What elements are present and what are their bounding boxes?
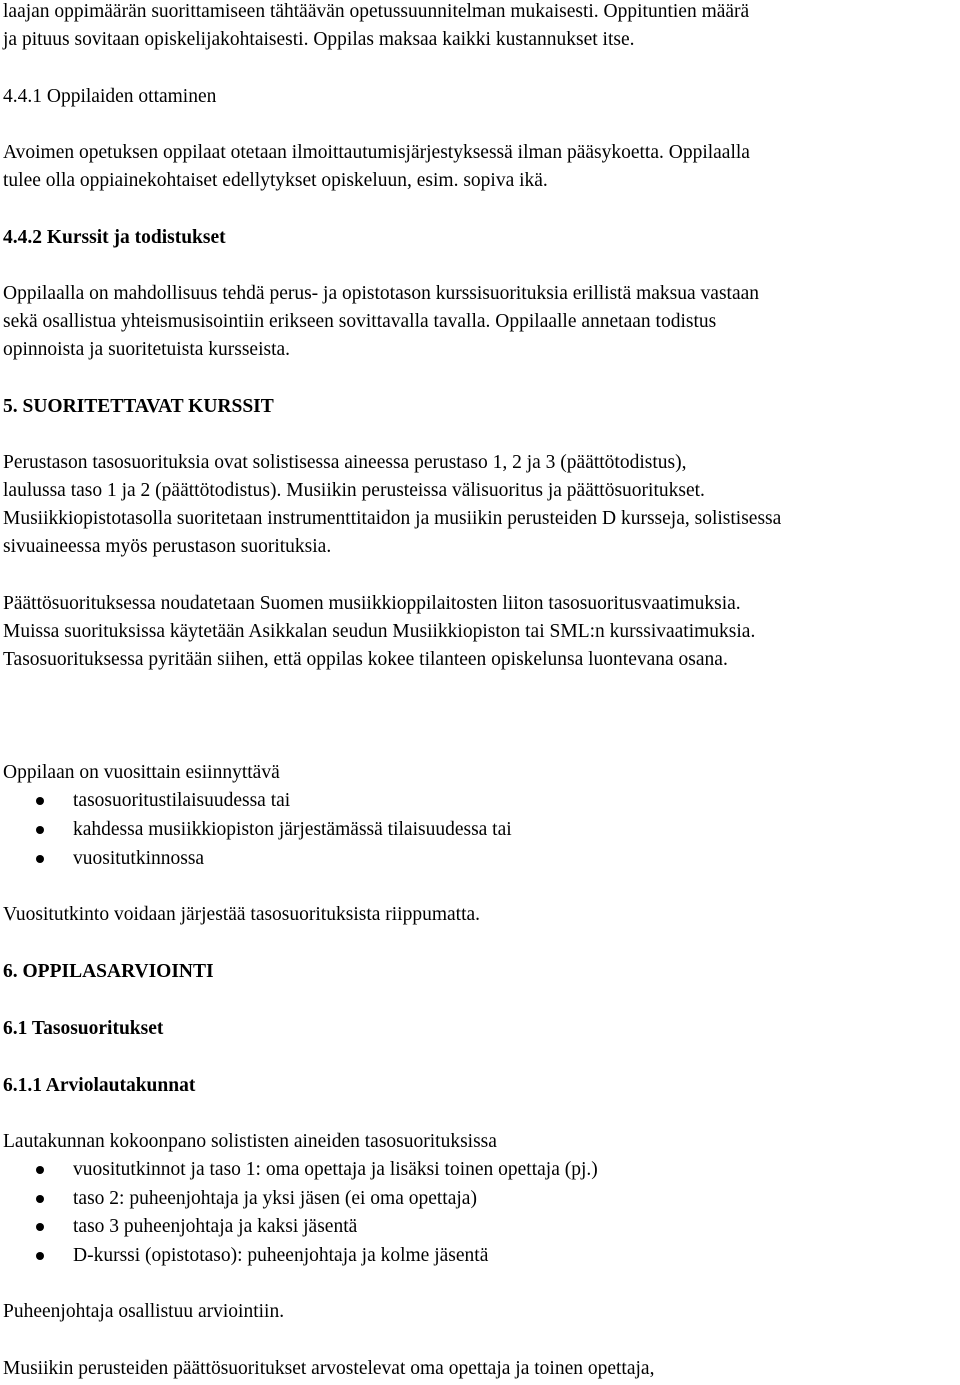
s6-last: Musiikin perusteiden päättösuoritukset arvostelevat oma opettaja ja toinen opettaja, xyxy=(3,1358,655,1379)
list-item-text: taso 3 puheenjohtaja ja kaksi jäsentä xyxy=(73,1216,358,1237)
bullet-icon xyxy=(36,1166,44,1174)
s6-chair: Puheenjohtaja osallistuu arviointiin. xyxy=(3,1301,285,1322)
s6-intro: Lautakunnan kokoonpano solististen aineiden tasosuorituksissa xyxy=(3,1131,497,1152)
section-heading-6: 6. OPPILASARVIOINTI xyxy=(3,961,214,982)
s5-p1-line-3: Musiikkiopistotasolla suoritetaan instrumenttitaidon ja musiikin perusteiden D kursseja, solistisessa xyxy=(3,508,782,529)
s5-p2-line-2: Muissa suorituksissa käytetään Asikkalan seudun Musiikkiopiston tai SML:n kurssivaatimuksia. xyxy=(3,621,756,642)
bullet-icon xyxy=(36,826,44,834)
s5-p1-line-1: Perustason tasosuorituksia ovat solistisessa aineessa perustaso 1, 2 ja 3 (päättötodistus), xyxy=(3,452,687,473)
list-item-text: vuositutkinnossa xyxy=(73,848,205,869)
intro-line-2: ja pituus sovitaan opiskelijakohtaisesti. Oppilas maksaa kaikki kustannukset itse. xyxy=(3,29,635,50)
s442-line-1: Oppilaalla on mahdollisuus tehdä perus- ja opistotason kurssisuorituksia erillistä maksua vastaan xyxy=(3,283,760,304)
list-item-text: taso 2: puheenjohtaja ja yksi jäsen (ei oma opettaja) xyxy=(73,1188,477,1209)
bullet-icon xyxy=(36,797,44,805)
s5-p1-line-4: sivuaineessa myös perustason suorituksia. xyxy=(3,536,332,557)
s5-p1-line-2: laulussa taso 1 ja 2 (päättötodistus). Musiikin perusteissa välisuoritus ja päättösuoritukset. xyxy=(3,480,705,501)
bullet-icon xyxy=(36,1223,44,1231)
s5-p4: Vuositutkinto voidaan järjestää tasosuorituksista riippumatta. xyxy=(3,904,481,925)
intro-line-1: laajan oppimäärän suorittamiseen tähtäävän opetussuunnitelman mukaisesti. Oppituntien määrä xyxy=(3,1,750,22)
section-heading-4-4-2: 4.4.2 Kurssit ja todistukset xyxy=(3,227,226,248)
section-heading-6-1: 6.1 Tasosuoritukset xyxy=(3,1018,164,1039)
section-heading-4-4-1: 4.4.1 Oppilaiden ottaminen xyxy=(3,86,217,107)
s441-line-2: tulee olla oppiainekohtaiset edellytykset opiskeluun, esim. sopiva ikä. xyxy=(3,170,548,191)
bullet-icon xyxy=(36,1195,44,1203)
s442-line-3: opinnoista ja suoritetuista kursseista. xyxy=(3,339,291,360)
s5-p3-intro: Oppilaan on vuosittain esiinnyttävä xyxy=(3,762,280,783)
bullet-icon xyxy=(36,1252,44,1260)
section-heading-5: 5. SUORITETTAVAT KURSSIT xyxy=(3,396,274,417)
s442-line-2: sekä osallistua yhteismusisointiin erikseen sovittavalla tavalla. Oppilaalle annetaan todistus xyxy=(3,311,717,332)
list-item-text: vuositutkinnot ja taso 1: oma opettaja ja lisäksi toinen opettaja (pj.) xyxy=(73,1159,598,1180)
list-item-text: kahdessa musiikkiopiston järjestämässä tilaisuudessa tai xyxy=(73,819,512,840)
section-heading-6-1-1: 6.1.1 Arviolautakunnat xyxy=(3,1075,196,1096)
s5-p2-line-1: Päättösuorituksessa noudatetaan Suomen musiikkioppilaitosten liiton tasosuoritusvaatimuksia. xyxy=(3,593,741,614)
list-item-text: tasosuoritustilaisuudessa tai xyxy=(73,790,291,811)
list-item-text: D-kurssi (opistotaso): puheenjohtaja ja kolme jäsentä xyxy=(73,1245,489,1266)
s5-p2-line-3: Tasosuorituksessa pyritään siihen, että oppilas kokee tilanteen opiskelunsa luontevana osana. xyxy=(3,649,728,670)
s441-line-1: Avoimen opetuksen oppilaat otetaan ilmoittautumisjärjestyksessä ilman pääsykoetta. Oppilaalla xyxy=(3,142,750,163)
bullet-icon xyxy=(36,855,44,863)
